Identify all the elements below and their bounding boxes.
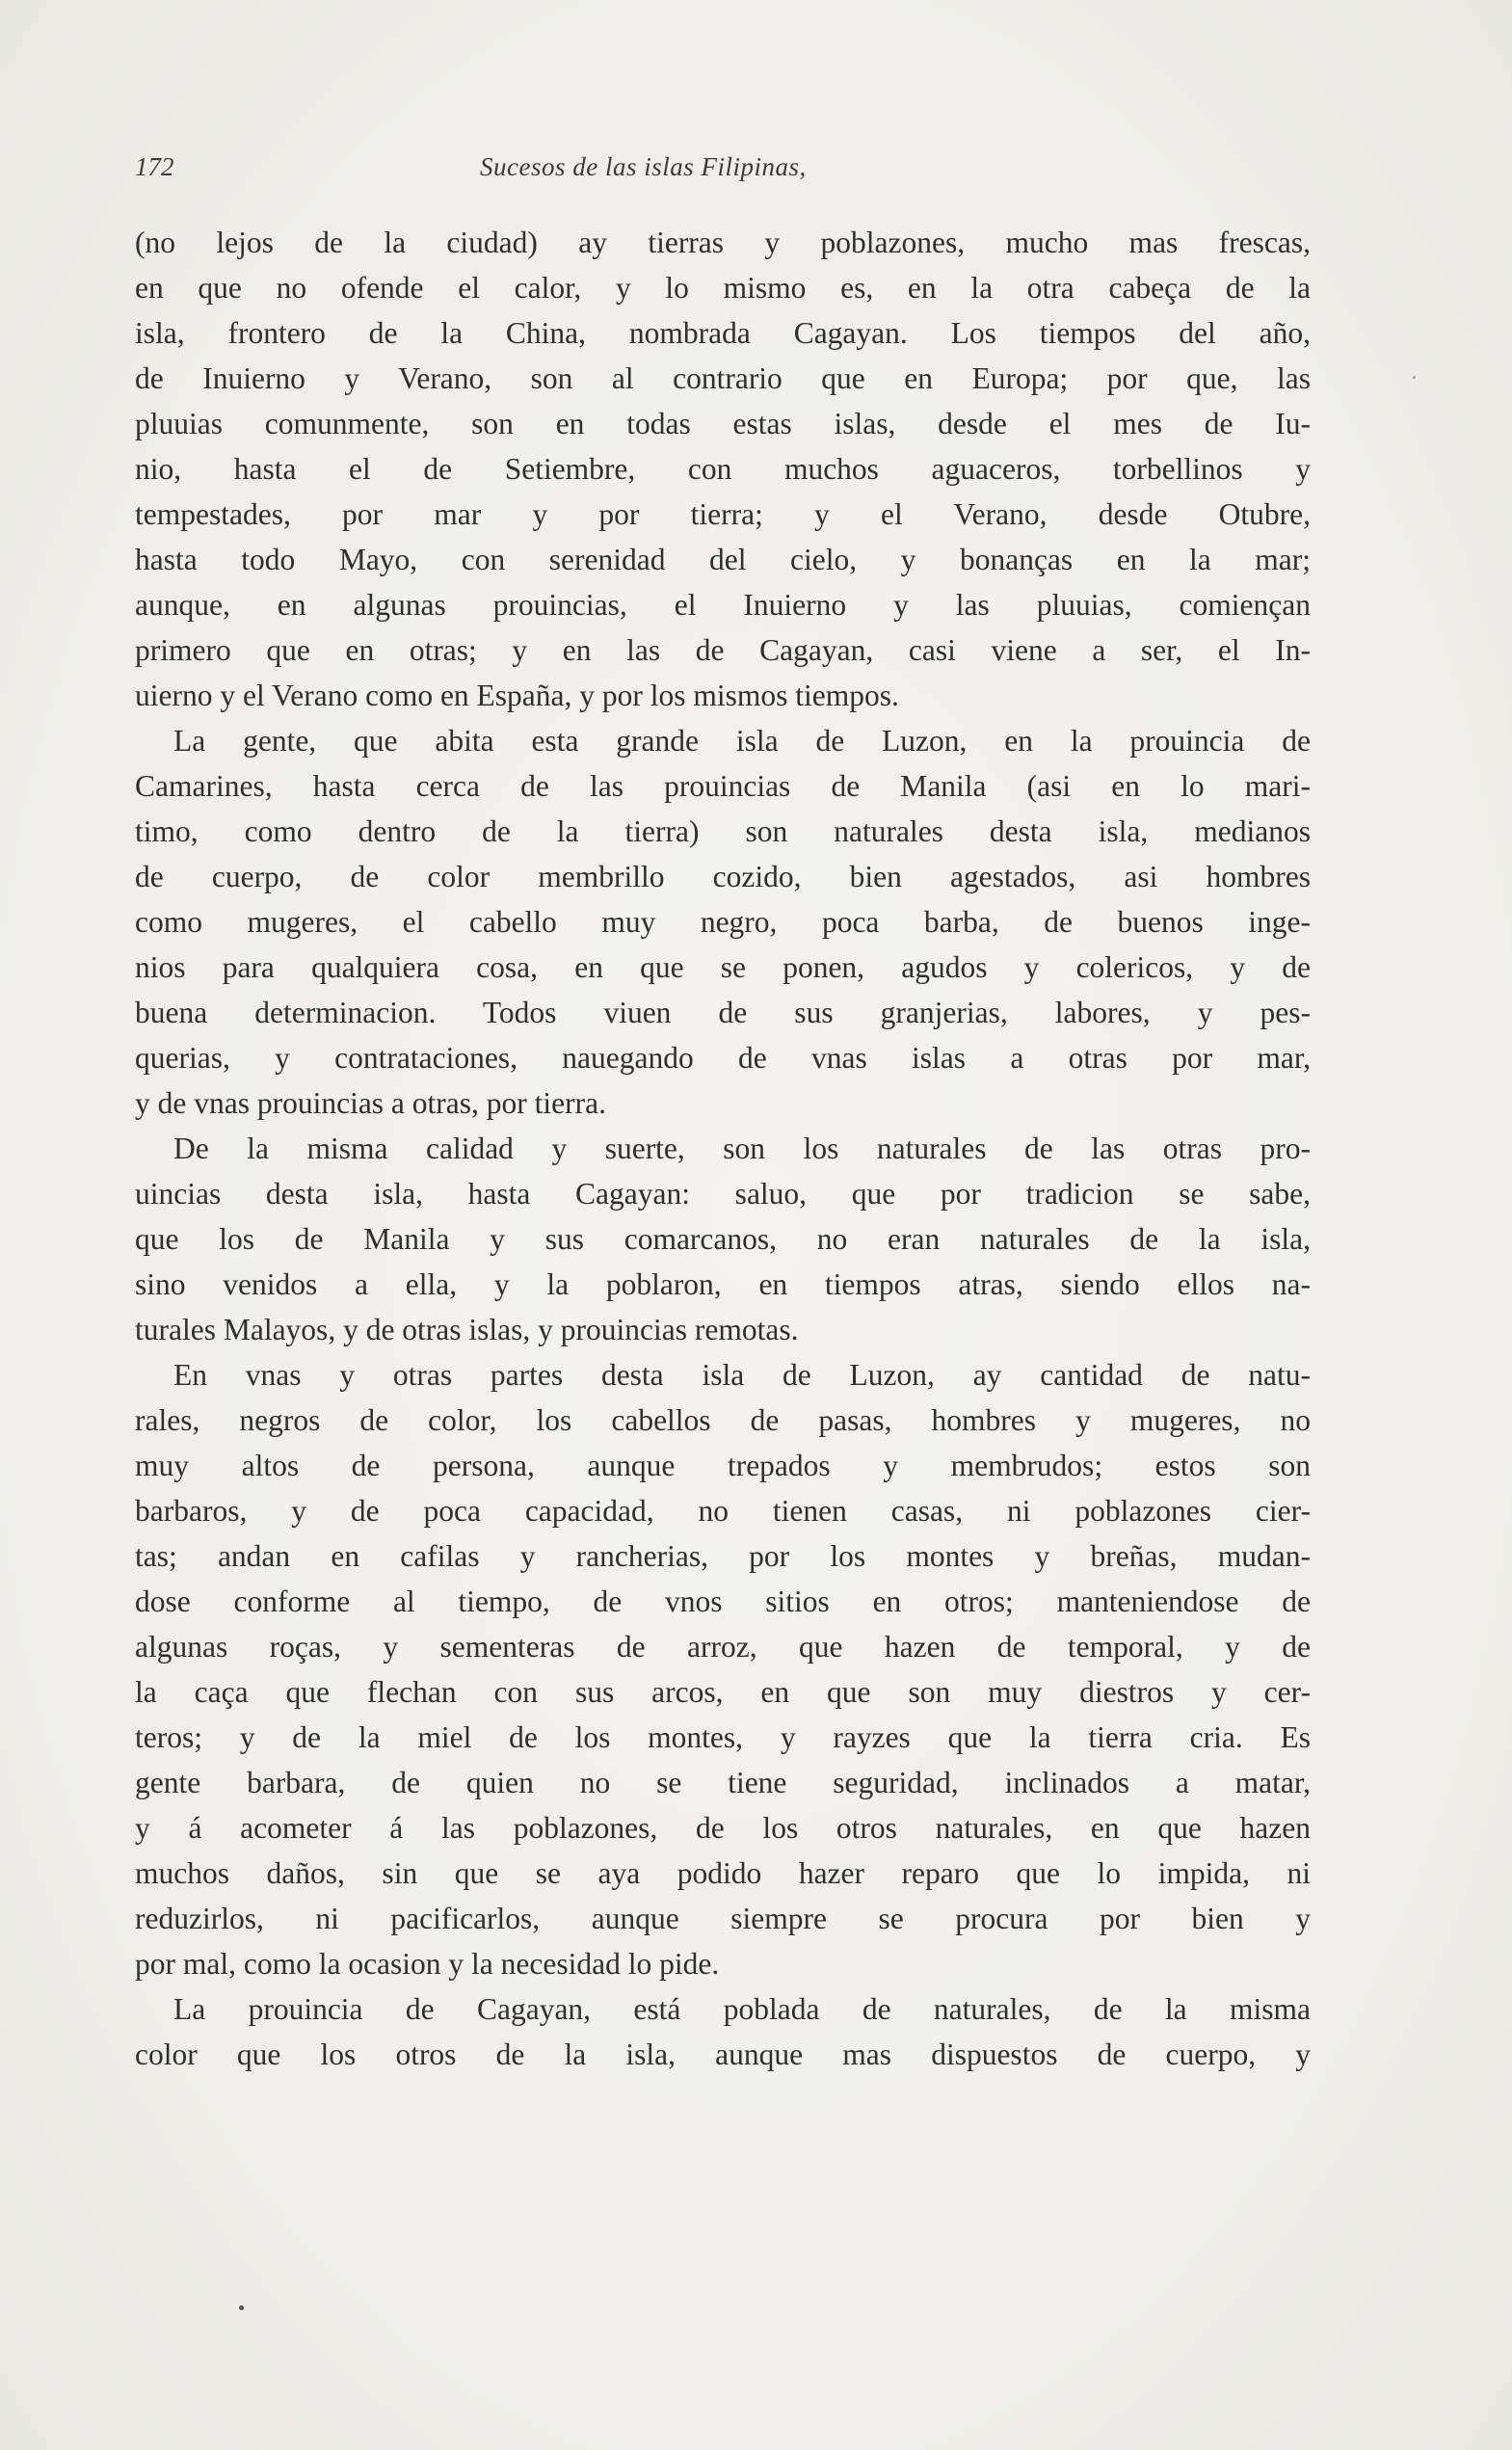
text-line: buena determinacion. Todos viuen de sus granjerias, labores, y pes- bbox=[135, 996, 1311, 1029]
text-line: color que los otros de la isla, aunque mas dispuestos de cuerpo, y bbox=[135, 2037, 1311, 2071]
ink-speck bbox=[1413, 376, 1416, 379]
text-line: (no lejos de la ciudad) ay tierras y poblazones, mucho mas frescas, bbox=[135, 226, 1311, 259]
text-line: pluuias comunmente, son en todas estas islas, desde el mes de Iu- bbox=[135, 407, 1311, 440]
text-line: por mal, como la ocasion y la necesidad lo pide. bbox=[135, 1947, 720, 1981]
text-line: algunas roças, y sementeras de arroz, que hazen de temporal, y de bbox=[135, 1630, 1311, 1664]
text-line: uierno y el Verano como en España, y por los mismos tiempos. bbox=[135, 679, 899, 712]
running-title: Sucesos de las islas Filipinas, bbox=[480, 152, 807, 181]
ink-speck bbox=[239, 2305, 244, 2310]
text-line: nios para qualquiera cosa, en que se ponen, agudos y colericos, y de bbox=[135, 950, 1311, 984]
paragraph-1 bbox=[135, 220, 1311, 718]
text-line: nio, hasta el de Setiembre, con muchos aguaceros, torbellinos y bbox=[135, 452, 1311, 486]
text-line: primero que en otras; y en las de Cagayan, casi viene a ser, el In- bbox=[135, 633, 1311, 667]
text-line: En vnas y otras partes desta isla de Luzon, ay cantidad de natu- bbox=[173, 1358, 1311, 1392]
text-line: y de vnas prouincias a otras, por tierra. bbox=[135, 1086, 606, 1120]
paragraph-4 bbox=[135, 1352, 1311, 1986]
text-line: Camarines, hasta cerca de las prouincias de Manila (asi en lo mari- bbox=[135, 769, 1311, 803]
paragraph-2 bbox=[135, 718, 1311, 1126]
text-line: muchos daños, sin que se aya podido hazer reparo que lo impida, ni bbox=[135, 1856, 1311, 1890]
text-line: y á acometer á las poblazones, de los otros naturales, en que hazen bbox=[135, 1811, 1311, 1845]
paragraph-3 bbox=[135, 1126, 1311, 1352]
page-number: 172 bbox=[135, 152, 174, 181]
text-line: uincias desta isla, hasta Cagayan: saluo, que por tradicion se sabe, bbox=[135, 1177, 1311, 1211]
text-line: querias, y contrataciones, nauegando de vnas islas a otras por mar, bbox=[135, 1041, 1311, 1075]
text-line: tempestades, por mar y por tierra; y el Verano, desde Otubre, bbox=[135, 497, 1311, 531]
text-line: hasta todo Mayo, con serenidad del cielo, y bonanças en la mar; bbox=[135, 543, 1311, 576]
text-line: barbaros, y de poca capacidad, no tienen casas, ni poblazones cier- bbox=[135, 1494, 1311, 1528]
text-line: como mugeres, el cabello muy negro, poca barba, de buenos inge- bbox=[135, 905, 1311, 939]
text-line: De la misma calidad y suerte, son los naturales de las otras pro- bbox=[173, 1132, 1311, 1165]
body-text bbox=[135, 220, 1311, 2077]
text-line: La prouincia de Cagayan, está poblada de naturales, de la misma bbox=[173, 1992, 1311, 2026]
text-line: dose conforme al tiempo, de vnos sitios en otros; manteniendose de bbox=[135, 1585, 1311, 1618]
text-line: de Inuierno y Verano, son al contrario que en Europa; por que, las bbox=[135, 361, 1311, 395]
text-line: turales Malayos, y de otras islas, y prouincias remotas. bbox=[135, 1313, 799, 1346]
text-line: de cuerpo, de color membrillo cozido, bien agestados, asi hombres bbox=[135, 860, 1311, 893]
text-line: La gente, que abita esta grande isla de Luzon, en la prouincia de bbox=[173, 724, 1311, 758]
text-line: isla, frontero de la China, nombrada Cagayan. Los tiempos del año, bbox=[135, 316, 1311, 350]
text-line: rales, negros de color, los cabellos de pasas, hombres y mugeres, no bbox=[135, 1403, 1311, 1437]
text-line: gente barbara, de quien no se tiene seguridad, inclinados a matar, bbox=[135, 1766, 1311, 1799]
text-line: que los de Manila y sus comarcanos, no eran naturales de la isla, bbox=[135, 1222, 1311, 1256]
text-line: teros; y de la miel de los montes, y rayzes que la tierra cria. Es bbox=[135, 1720, 1311, 1754]
running-header bbox=[135, 152, 964, 191]
text-line: aunque, en algunas prouincias, el Inuierno y las pluuias, comiençan bbox=[135, 588, 1311, 622]
text-line: tas; andan en cafilas y rancherias, por los montes y breñas, mudan- bbox=[135, 1539, 1311, 1573]
text-line: reduzirlos, ni pacificarlos, aunque siempre se procura por bien y bbox=[135, 1902, 1311, 1935]
text-line: en que no ofende el calor, y lo mismo es, en la otra cabeça de la bbox=[135, 271, 1311, 305]
text-line: muy altos de persona, aunque trepados y membrudos; estos son bbox=[135, 1449, 1311, 1482]
text-line: timo, como dentro de la tierra) son naturales desta isla, medianos bbox=[135, 814, 1311, 848]
text-line: sino venidos a ella, y la poblaron, en tiempos atras, siendo ellos na- bbox=[135, 1267, 1311, 1301]
paragraph-5 bbox=[135, 1986, 1311, 2077]
text-line: la caça que flechan con sus arcos, en que son muy diestros y cer- bbox=[135, 1675, 1311, 1709]
